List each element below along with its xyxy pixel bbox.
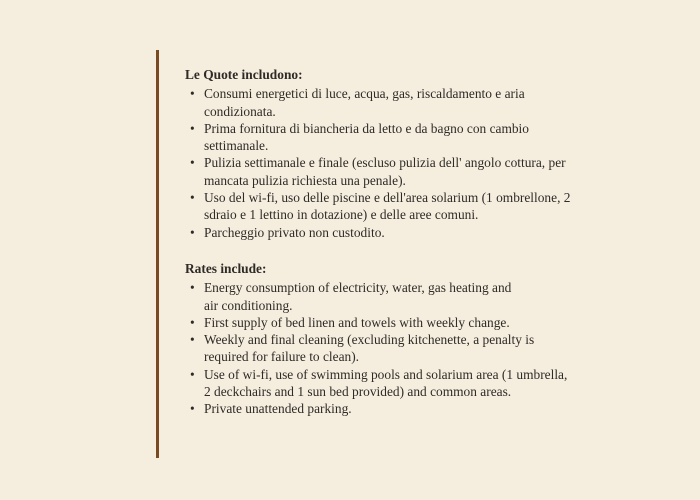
list-item xyxy=(185,400,625,417)
list-item xyxy=(185,314,625,331)
list-item-text: Private unattended parking. xyxy=(204,401,352,417)
list-item-text: Parcheggio privato non custodito. xyxy=(204,224,385,240)
bullet-icon: • xyxy=(190,86,195,102)
list-item xyxy=(185,366,625,401)
list-item xyxy=(185,224,625,241)
list-item-text: Pulizia settimanale e finale (escluso pulizia dell' angolo cottura, per mancata pulizia richiesta una penale). xyxy=(204,155,566,188)
bullet-icon: • xyxy=(190,224,195,240)
list-item-text: First supply of bed linen and towels with weekly change. xyxy=(204,314,510,330)
list-item xyxy=(185,189,625,224)
list-item xyxy=(185,154,625,189)
list-item-text: Prima fornitura di biancheria da letto e da bagno con cambio settimanale. xyxy=(204,120,529,154)
list-item xyxy=(185,120,625,155)
vertical-accent-rule xyxy=(156,50,159,458)
rates-document xyxy=(185,66,625,418)
english-heading: Rates include: xyxy=(185,260,267,276)
bullet-icon: • xyxy=(190,366,195,382)
italian-heading: Le Quote includono: xyxy=(185,67,303,82)
list-item-text: Use of wi-fi, use of swimming pools and solarium area (1 umbrella, 2 deckchairs and 1 sun bed provided) and common areas. xyxy=(204,366,568,400)
bullet-icon: • xyxy=(190,332,195,348)
list-item-text: Weekly and final cleaning (excluding kitchenette, a penalty is required for failure to clean). xyxy=(204,332,535,365)
list-item xyxy=(185,331,625,366)
bullet-icon: • xyxy=(190,314,195,330)
list-item-text: Uso del wi-fi, uso delle piscine e dell'area solarium (1 ombrellone, 2 sdraio e 1 lettino in dotazione) e delle aree comuni. xyxy=(204,190,571,223)
bullet-icon: • xyxy=(190,155,195,171)
bullet-icon: • xyxy=(190,190,195,206)
bullet-icon: • xyxy=(190,401,195,417)
bullet-icon: • xyxy=(190,280,195,296)
list-item xyxy=(185,85,625,120)
english-list xyxy=(185,279,625,417)
english-section xyxy=(185,260,625,418)
list-item-text: Consumi energetici di luce, acqua, gas, riscaldamento e aria condizionata. xyxy=(204,86,525,119)
list-item xyxy=(185,279,625,314)
italian-section xyxy=(185,66,625,241)
list-item-text: Energy consumption of electricity, water, gas heating and air conditioning. xyxy=(204,280,512,313)
bullet-icon: • xyxy=(190,120,195,136)
italian-list xyxy=(185,85,625,241)
